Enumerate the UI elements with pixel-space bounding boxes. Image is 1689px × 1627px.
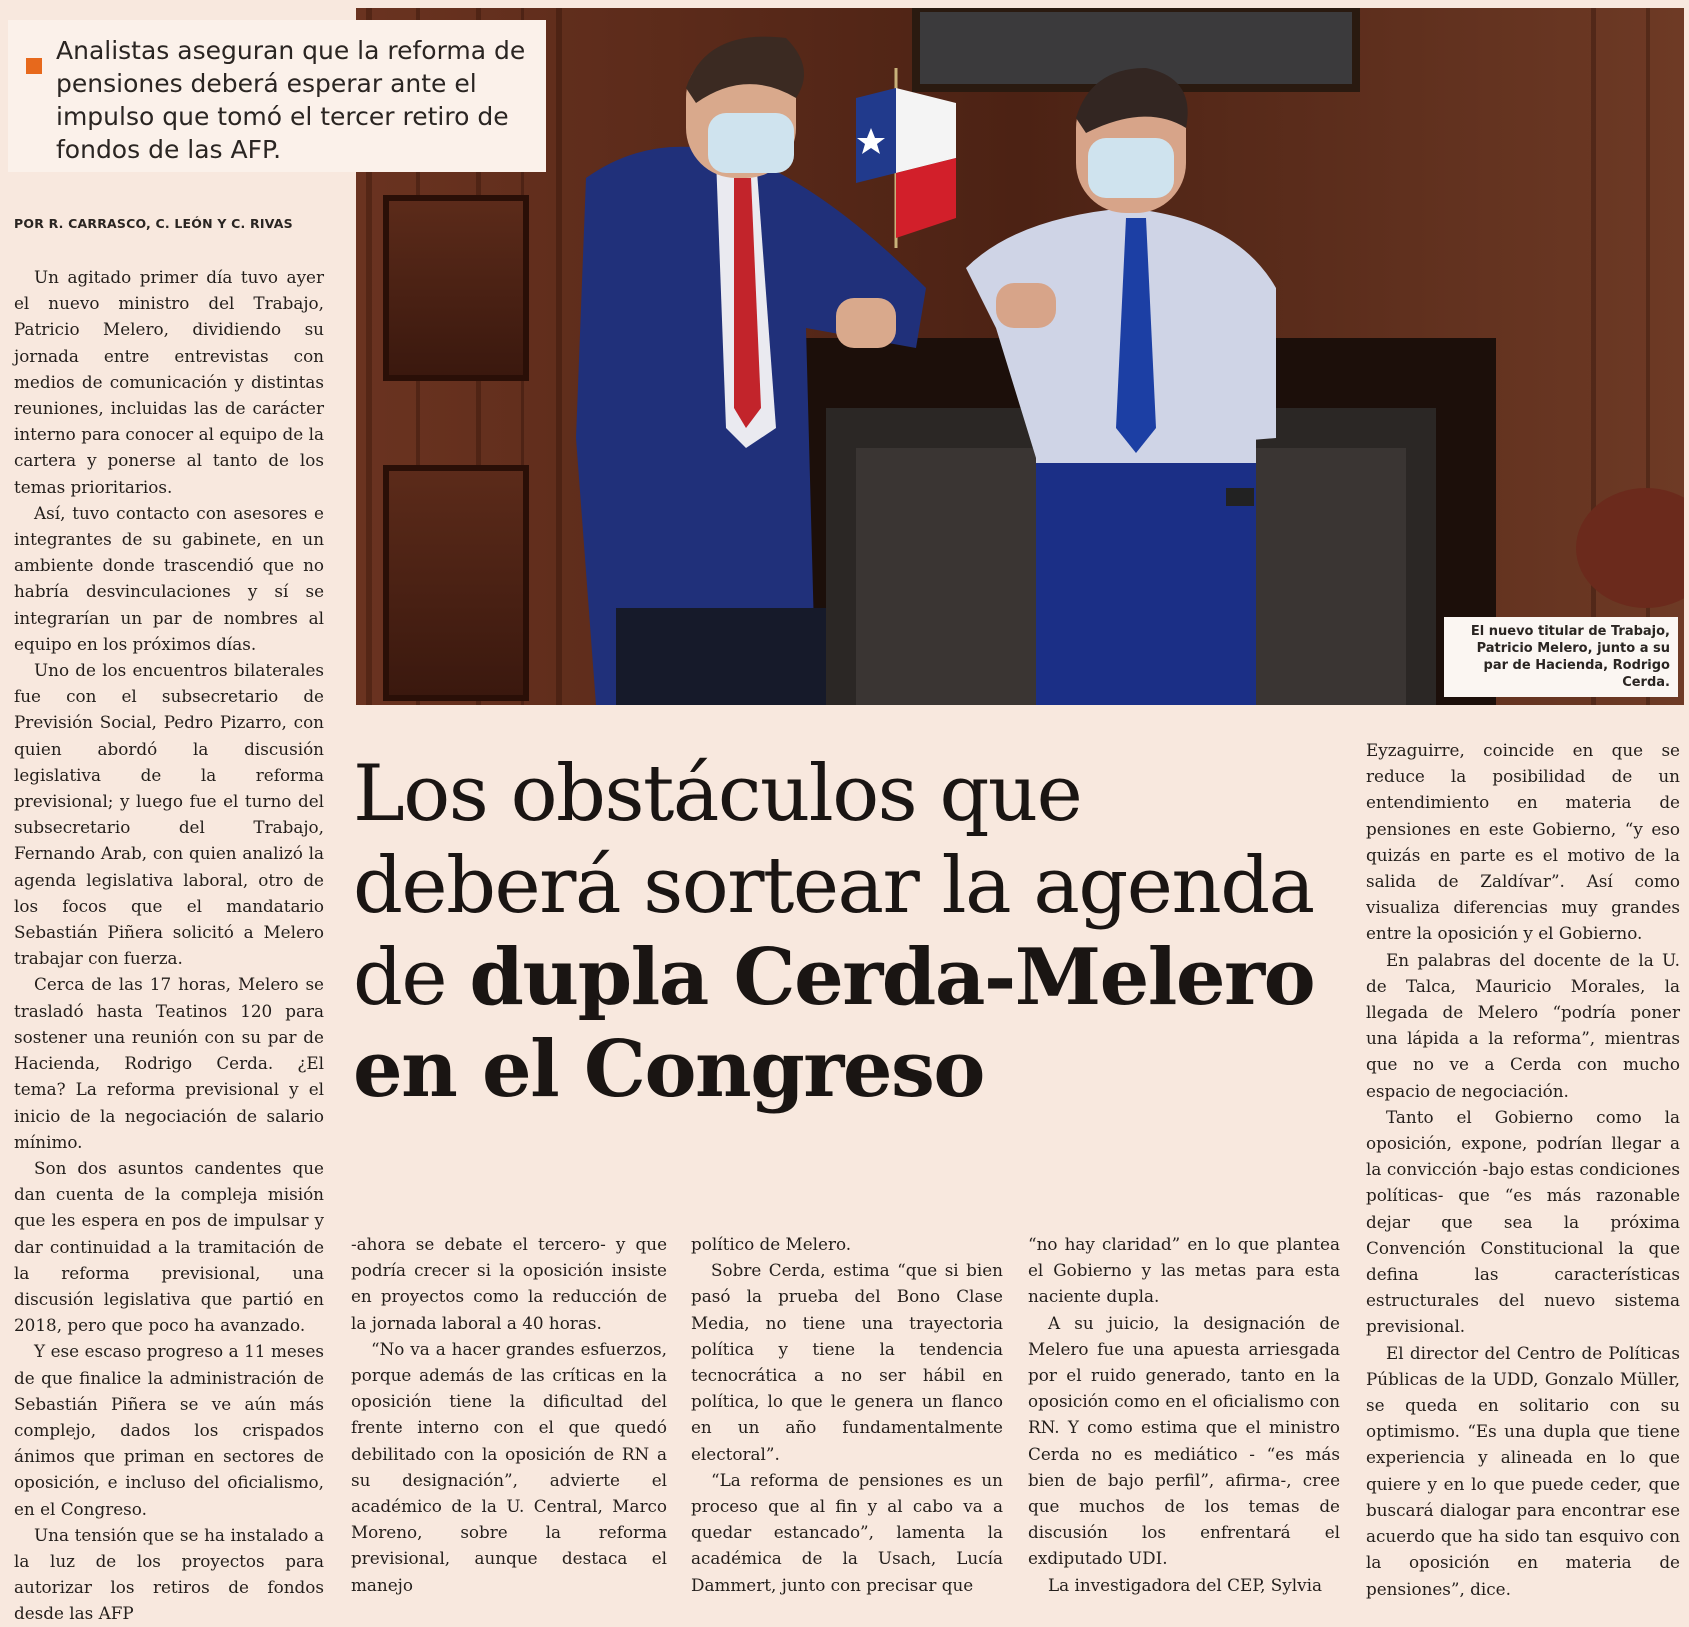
paragraph: “No va a hacer grandes esfuerzos, porque además de las críticas en la oposición tiene la dificultad del frente interno con el que quedó debilitado con la oposición de RN a su designación”, advierte el académico de la U. Central, Marco Moreno, sobre la reforma previsional, aunque destaca el manejo: [351, 1338, 667, 1595]
paragraph: Una tensión que se ha instalado a la luz de los proyectos para autorizar los retiros de fondos desde las AFP: [14, 1524, 324, 1624]
headline: [353, 748, 1333, 1116]
photo-illustration: [356, 8, 1684, 705]
wood-panel-lower: [386, 468, 526, 698]
article-column-5: [1366, 737, 1680, 1602]
paragraph: Sobre Cerda, estima “que si bien pasó la prueba del Bono Clase Media, no tiene una trayectoria política y tiene la tendencia tecnocrática a no ser hábil en política, lo que le genera un flanco en un año fundamentalmente electoral”.: [691, 1260, 1003, 1464]
article-column-1: [14, 264, 324, 1627]
paragraph: Así, tuvo contacto con asesores e integrantes de su gabinete, en un ambiente donde trascendió que no habría desvinculaciones y sí se integrarían un par de nombres al equipo en los próximos días.: [14, 502, 324, 654]
photo: [356, 8, 1684, 705]
headline-line-1: Los obstáculos que: [353, 749, 1082, 839]
headline-line-2: deberá sortear la agenda: [353, 841, 1314, 931]
article-column-3: [691, 1231, 1003, 1598]
orange-square-icon: [26, 58, 42, 74]
paragraph: político de Melero.: [691, 1234, 852, 1254]
lead-box: [8, 20, 546, 172]
paragraph: Eyzaguirre, coincide en que se reduce la posibilidad de un entendimiento en materia de pensiones en este Gobierno, “y eso quizás en parte es el motivo de la salida de Zaldívar”. Así como visualiza diferencias muy grandes entre la oposición y el Gobierno.: [1366, 740, 1680, 944]
article-column-2: [351, 1231, 667, 1598]
paragraph: Y ese escaso progreso a 11 meses de que finalice la administración de Sebastián Piñera se ve aún más complejo, dados los crispados ánimos que priman en sectores de oposición, e incluso del oficialismo, en el Congreso.: [14, 1341, 324, 1519]
paragraph: “no hay claridad” en lo que plantea el Gobierno y las metas para esta naciente dupla.: [1028, 1234, 1340, 1307]
paragraph: El director del Centro de Políticas Públicas de la UDD, Gonzalo Müller, se queda en solitario con su optimismo. “Es una dupla que tiene experiencia y alineada en lo que quiere y en lo que puede ceder, que buscará dialogar para encontrar ese acuerdo que ha sido tan esquivo con la oposición en materia de pensiones”, dice.: [1366, 1342, 1680, 1599]
paragraph: En palabras del docente de la U. de Talca, Mauricio Morales, la llegada de Melero “podría poner una lápida a la reforma”, mientras que no ve a Cerda con mucho espacio de negociación.: [1366, 949, 1680, 1101]
paragraph: Uno de los encuentros bilaterales fue con el subsecretario de Previsión Social, Pedro Pizarro, con quien abordó la discusión legislativa de la reforma previsional; y luego fue el turno del subsecretario del Trabajo, Fernando Arab, con quien analizó la agenda legislativa laboral, otro de los focos que el mandatario Sebastián Piñera solicitó a Melero trabajar con fuerza.: [14, 660, 324, 969]
paragraph: Cerca de las 17 horas, Melero se trasladó hasta Teatinos 120 para sostener una reunión con su par de Hacienda, Rodrigo Cerda. ¿El tema? La reforma previsional y el inicio de la negociación de salario mínimo.: [14, 974, 324, 1152]
lead-text: Analistas aseguran que la reforma de pensiones deberá esperar ante el impulso que tomó el tercer retiro de fondos de las AFP.: [56, 36, 526, 164]
headline-line-3-prefix: de: [353, 933, 470, 1023]
headline-line-3-bold: dupla Cerda-Melero: [469, 932, 1315, 1023]
byline: POR R. CARRASCO, C. LEÓN Y C. RIVAS: [14, 216, 293, 231]
paragraph: “La reforma de pensiones es un proceso que al fin y al cabo va a quedar estancado”, lamenta la académica de la Usach, Lucía Dammert, junto con precisar que: [691, 1469, 1003, 1595]
paragraph: Son dos asuntos candentes que dan cuenta de la compleja misión que les espera en pos de impulsar y dar continuidad a la tramitación de la reforma previsional, una discusión legislativa que partió en 2018, pero que poco ha avanzado.: [14, 1157, 324, 1336]
article-column-4: [1028, 1231, 1340, 1598]
headline-line-4: en el Congreso: [353, 1024, 984, 1115]
paragraph: Un agitado primer día tuvo ayer el nuevo ministro del Trabajo, Patricio Melero, dividiendo su jornada entre entrevistas con medios de comunicación y distintas reuniones, incluidas las de carácter interno para conocer al equipo de la cartera y ponerse al tanto de los temas prioritarios.: [14, 267, 324, 497]
paragraph: A su juicio, la designación de Melero fue una apuesta arriesgada por el ruido generado, tanto en la oposición como en el oficialismo con RN. Y como estima que el ministro Cerda no es mediático - “es más bien de bajo perfil”, afirma-, cree que muchos de los temas de discusión los enfrentará el exdiputado UDI.: [1028, 1312, 1340, 1569]
paragraph: Tanto el Gobierno como la oposición, expone, podrían llegar a la convicción -bajo estas condiciones políticas- que “es más razonable dejar que sea la próxima Convención Constitucional la que defina las características estructurales del nuevo sistema previsional.: [1366, 1106, 1680, 1337]
photo-caption: El nuevo titular de Trabajo, Patricio Melero, junto a su par de Hacienda, Rodrigo Cerda.: [1444, 617, 1678, 697]
wood-panel-upper: [386, 198, 526, 378]
headline-line-3: [353, 932, 1333, 1024]
paragraph: La investigadora del CEP, Sylvia: [1048, 1574, 1322, 1595]
paragraph: -ahora se debate el tercero- y que podría crecer si la oposición insiste en proyectos como la reducción de la jornada laboral a 40 horas.: [351, 1234, 667, 1333]
